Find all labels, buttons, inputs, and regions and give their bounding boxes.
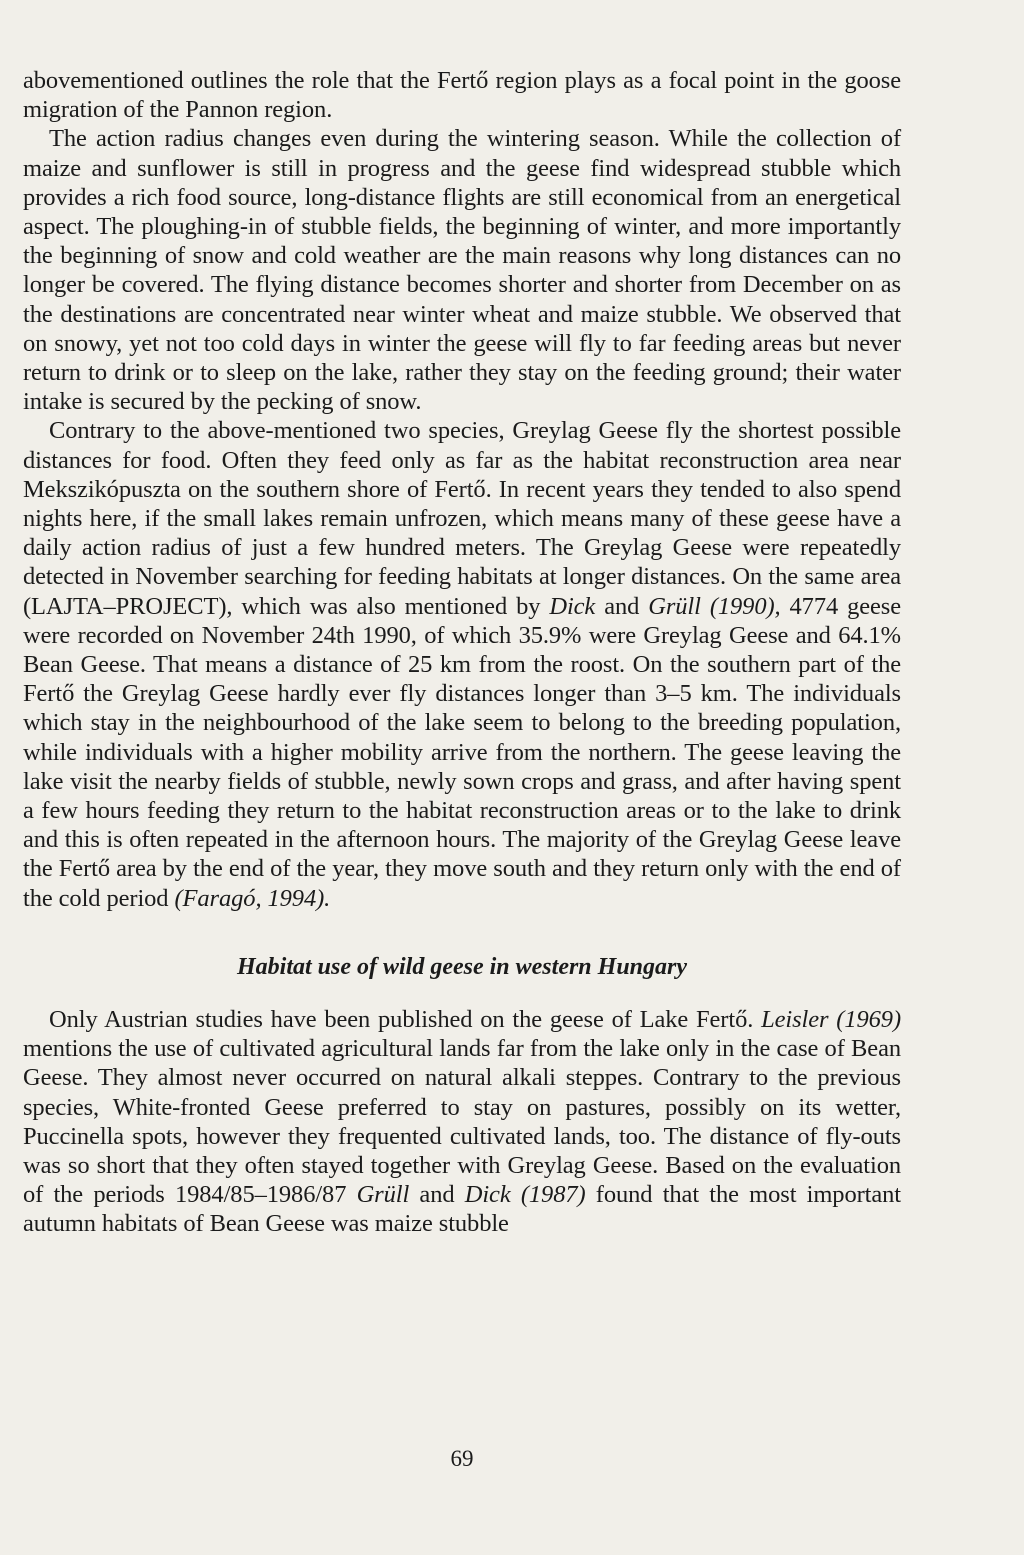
- paragraph-4-text-a: Only Austrian studies have been published on the geese of Lake Fertő.: [49, 1005, 762, 1033]
- paragraph-3-text-a: Contrary to the above-mentioned two species, Greylag Geese fly the shortest possible distances for food. Often they feed only as far as the habitat reconstruction area near Mekszikópuszta on the southern shore of Fertő. In recent years they tended to also spend nights here, if the small lakes remain unfrozen, which means many of these geese have a daily action radius of just a few hundred meters. The Greylag Geese were repeatedly detected in November searching for feeding habitats at longer distances. On the same area (LAJTA–PROJECT), which was also mentioned by: [23, 417, 901, 620]
- page-body: [23, 66, 901, 1239]
- section-heading: Habitat use of wild geese in western Hungary: [236, 953, 688, 980]
- citation-farago-1994: (Faragó, 1994).: [174, 884, 331, 912]
- page-number: 69: [450, 1446, 474, 1471]
- paragraph-3: [23, 416, 901, 912]
- paragraph-2: The action radius changes even during the wintering season. While the collection of maize and sunflower is still in progress and the geese find widespread stubble which provides a rich food source, long-distance flights are still economical from an energetical aspect. The ploughing-in of stubble fields, the beginning of winter, and more importantly the beginning of snow and cold weather are the main reasons why long distances can no longer be covered. The flying distance becomes shorter and shorter from December on as the destinations are concentrated near winter wheat and maize stubble. We observed that on snowy, yet not too cold days in winter the geese will fly to far feeding areas but never return to drink or to sleep on the lake, rather they stay on the feeding ground; their water intake is secured by the pecking of snow.: [23, 125, 901, 416]
- citation-grull-1990: Grüll (1990),: [648, 592, 781, 620]
- paragraph-4: [23, 1005, 901, 1239]
- paragraph-1: abovementioned outlines the role that the Fertő region plays as a focal point in the goose migration of the Pannon region.: [23, 67, 901, 124]
- paragraph-3-text-c: 4774 geese were recorded on November 24th 1990, of which 35.9% were Greylag Geese and 64.1% Bean Geese. That means a distance of 25 km from the roost. On the southern part of the Fertő the Greylag Geese hardly ever fly distances longer than 3–5 km. The individuals which stay in the neighbourhood of the lake seem to belong to the breeding population, while individuals with a higher mobility arrive from the northern. The geese leaving the lake visit the nearby fields of stubble, newly sown crops and grass, and after having spent a few hours feeding they return to the habitat reconstruction areas or to the lake to drink and this is often repeated in the afternoon hours. The majority of the Greylag Geese leave the Fertő area by the end of the year, they move south and they return only with the end of the cold period: [23, 592, 902, 912]
- paragraph-4-text-c: and: [409, 1181, 465, 1209]
- paragraph-4-text-d: found that the most important autumn habitats of Bean Geese was maize stubble: [23, 1181, 901, 1238]
- citation-dick: Dick: [549, 592, 596, 620]
- paragraph-3-text-b: and: [595, 592, 649, 620]
- citation-grull: Grüll: [356, 1181, 410, 1209]
- paragraph-4-text-b: mentions the use of cultivated agricultural lands far from the lake only in the case of Bean Geese. They almost never occurred on natural alkali steppes. Contrary to the previous species, White-fronted Geese preferred to stay on pastures, possibly on its wetter, Puccinella spots, however they frequented cultivated lands, too. The distance of fly-outs was so short that they often stayed together with Greylag Geese. Based on the evaluation of the periods 1984/85–1986/87: [23, 1035, 901, 1209]
- citation-leisler-1969: Leisler (1969): [761, 1005, 901, 1033]
- citation-dick-1987: Dick (1987): [464, 1181, 586, 1209]
